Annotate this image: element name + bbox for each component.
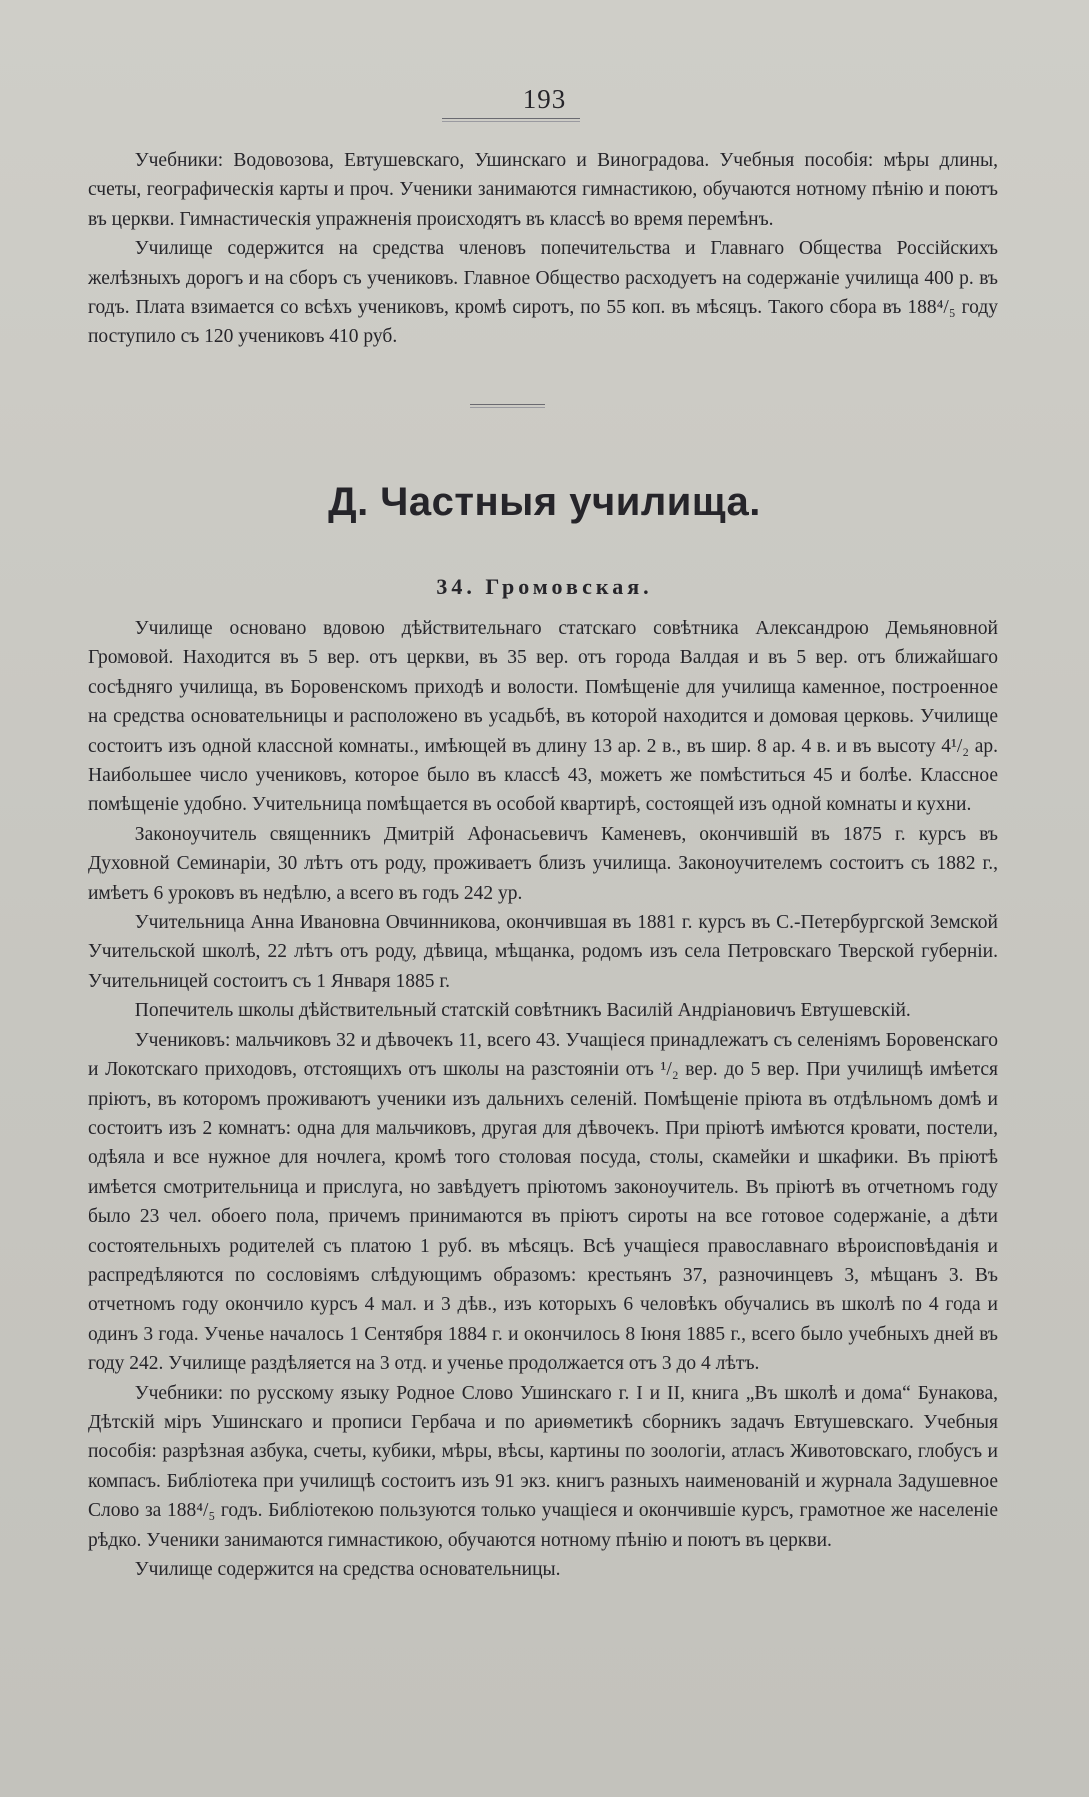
paragraph: Училище основано вдовою дѣйствительнаго статскаго совѣтника Александрою Демьяновной Громовой. Находится въ 5 вер. отъ церкви, въ 35 вер. отъ города Валдая и въ 5 вер. отъ ближайшаго сосѣдняго училища, въ Боровенскомъ приходѣ и волости. Помѣщеніе для училища каменное, построенное на средства основательницы и расположено въ усадьбѣ, въ которой находится и домовая церковь. Училище состоитъ изъ одной классной комнаты., имѣющей въ длину 13 ар. 2 в., въ шир. 8 ар. 4 в. и въ высоту 4¹/₂ ар. Наибольшее число учениковъ, которое было въ классѣ 43, можетъ же помѣститься 45 и болѣе. Классное помѣщеніе удобно. Учительница помѣщается въ особой квартирѣ, состоящей изъ одной комнаты и кухни.	[88, 618, 998, 816]
paragraph: Учительница Анна Ивановна Овчинникова, окончившая въ 1881 г. курсъ въ С.-Петербургской Земской Учительской школѣ, 22 лѣтъ отъ роду, дѣвица, мѣщанка, родомъ изъ села Петровскаго Тверской губерніи. Учительницей состоитъ съ 1 Января 1885 г.	[88, 912, 998, 992]
page-number: 193	[522, 84, 567, 114]
paragraph: Училище содержится на средства членовъ попечительства и Главнаго Общества Россійскихъ желѣзныхъ дорогъ и на сборъ съ учениковъ. Главное Общество расходуетъ на содержаніе училища 400 р. въ годъ. Плата взимается со всѣхъ учениковъ, кромѣ сиротъ, по 55 коп. въ мѣсяцъ. Такого сбора въ 188⁴/₅ году поступило съ 120 учениковъ 410 руб.	[88, 238, 998, 348]
main-text-block	[88, 614, 998, 1584]
paragraph: Попечитель школы дѣйствительный статскій совѣтникъ Василій Андріановичъ Евтушевскій.	[134, 1000, 911, 1022]
paragraph: Учебники: Водовозова, Евтушевскаго, Ушинскаго и Виноградова. Учебныя пособія: мѣры длины, счеты, географическія карты и проч. Ученики занимаются гимнастикою, обучаются нотному пѣнію и поютъ въ церкви. Гимнастическія упражненія происходятъ въ классѣ во время перемѣнъ.	[88, 150, 998, 230]
paragraph: Учениковъ: мальчиковъ 32 и дѣвочекъ 11, всего 43. Учащіеся принадлежатъ съ селеніямъ Боровенскаго и Локотскаго приходовъ, отстоящихъ отъ школы на разстояніи отъ ¹/₂ вер. до 5 вер. При училищѣ имѣется пріютъ, въ которомъ проживаютъ ученики изъ дальнихъ селеній. Помѣщеніе пріюта въ отдѣльномъ домѣ и состоитъ изъ 2 комнатъ: одна для мальчиковъ, другая для дѣвочекъ. При пріютѣ имѣются кровати, постели, одѣяла и все нужное для ночлега, кромѣ того столовая посуда, столы, скамейки и шкафики. Въ пріютѣ имѣется смотрительница и прислуга, но завѣдуетъ пріютомъ законоучитель. Въ пріютѣ въ отчетномъ году было 23 чел. обоего пола, причемъ принимаются въ пріютъ сироты на все готовое содержаніе, а дѣти состоятельныхъ родителей съ платою 1 руб. въ мѣсяцъ. Всѣ учащіеся православнаго вѣроисповѣданія и распредѣляются по сословіямъ слѣдующимъ образомъ: крестьянъ 37, разночинцевъ 3, мѣщанъ 3. Въ отчетномъ году окончило курсъ 4 мал. и 3 дѣв., изъ которыхъ 6 человѣкъ обучались въ школѣ по 4 года и одинъ 3 года. Ученье началось 1 Сентября 1884 г. и окончилось 8 Іюня 1885 г., всего было учебныхъ дней въ году 242. Училище раздѣляется на 3 отд. и ученье продолжается отъ 3 до 4 лѣтъ.	[88, 1029, 998, 1375]
section-divider-ornament	[470, 404, 545, 408]
subsection-title: 34. Громовская.	[436, 574, 653, 599]
header-ornament-rule	[442, 118, 580, 122]
section-title: Д. Частныя училища.	[328, 480, 761, 524]
paragraph: Училище содержится на средства основательницы.	[134, 1559, 561, 1580]
paragraph: Законоучитель священникъ Дмитрій Афонасьевичъ Каменевъ, окончившій въ 1875 г. курсъ въ Духовной Семинаріи, 30 лѣтъ отъ роду, проживаетъ близъ училища. Законоучителемъ состоитъ съ 1882 г., имѣетъ 6 уроковъ въ недѣлю, а всего въ годъ 242 ур.	[88, 823, 998, 904]
paragraph: Учебники: по русскому языку Родное Слово Ушинскаго г. I и II, книга „Въ школѣ и дома“ Бунакова, Дѣтскій міръ Ушинскаго и прописи Гербача и по ариѳметикѣ сборникъ задачъ Евтушевскаго. Учебныя пособія: разрѣзная азбука, счеты, кубики, мѣры, вѣсы, картины по зоологіи, атласъ Животовскаго, глобусъ и компасъ. Библіотека при училищѣ состоитъ изъ 91 экз. книгъ разныхъ наименованій и журнала Задушевное Слово за 188⁴/₅ годъ. Библіотекою пользуются только учащіеся и окончившіе курсъ, грамотное же населеніе рѣдко. Ученики занимаются гимнастикою, обучаются нотному пѣнію и поютъ въ церкви.	[88, 1382, 998, 1551]
top-text-block	[88, 146, 998, 352]
